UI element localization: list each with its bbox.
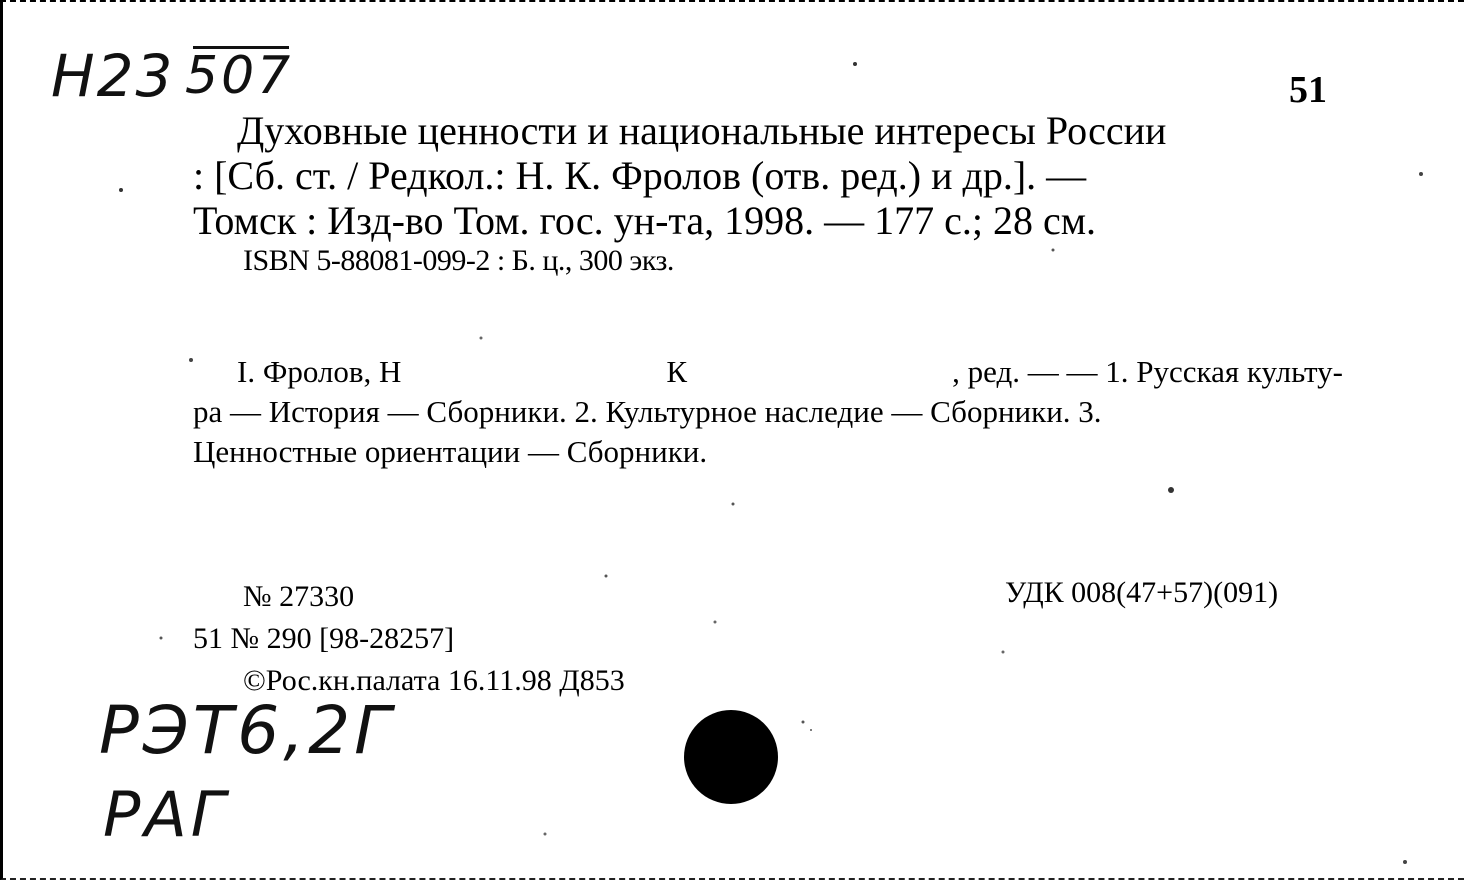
udk-classification: УДК 008(47+57)(091) <box>1005 576 1279 609</box>
tracing-editor-name: I. Фролов, Н <box>237 354 402 389</box>
subject-tracings <box>193 352 1343 472</box>
isbn-line: ISBN 5-88081-099-2 : Б. ц., 300 экз. <box>243 244 674 277</box>
entry-editors-line: : [Сб. ст. / Редкол.: Н. К. Фролов (отв. ред.) и др.]. — <box>193 153 1087 198</box>
handwritten-classification-1: РЭТ6,2Г <box>99 692 395 769</box>
handwritten-classification-2: РАГ <box>103 778 230 851</box>
entry-imprint-line: Томск : Изд-во Том. гос. ун-та, 1998. — 177 с.; 28 см. <box>193 198 1097 243</box>
card-registration: 51 № 290 [98-28257] <box>193 622 455 655</box>
tracing-line-1 <box>193 352 1343 392</box>
bibliographic-entry <box>193 108 1343 243</box>
record-info <box>193 576 625 702</box>
entry-title-line: Духовные ценности и национальные интересы России <box>237 108 1167 153</box>
record-number: № 27330 <box>243 580 355 613</box>
tracing-line-3: Ценностные ориентации — Сборники. <box>193 434 708 469</box>
tracing-subject-1: , ред. — — 1. Русская культу- <box>952 354 1343 389</box>
tracing-initial: К <box>666 354 688 389</box>
handwritten-shelf-number: 507 <box>185 46 294 106</box>
tracing-line-2: ра — История — Сборники. 2. Культурное наследие — Сборники. 3. <box>193 394 1102 429</box>
book-chamber-stamp: ©Рос.кн.палата 16.11.98 Д853 <box>243 664 625 697</box>
card-number: 51 <box>1289 69 1327 111</box>
card-punch-hole <box>684 710 778 804</box>
handwritten-shelf-mark: Н23 <box>51 42 175 110</box>
